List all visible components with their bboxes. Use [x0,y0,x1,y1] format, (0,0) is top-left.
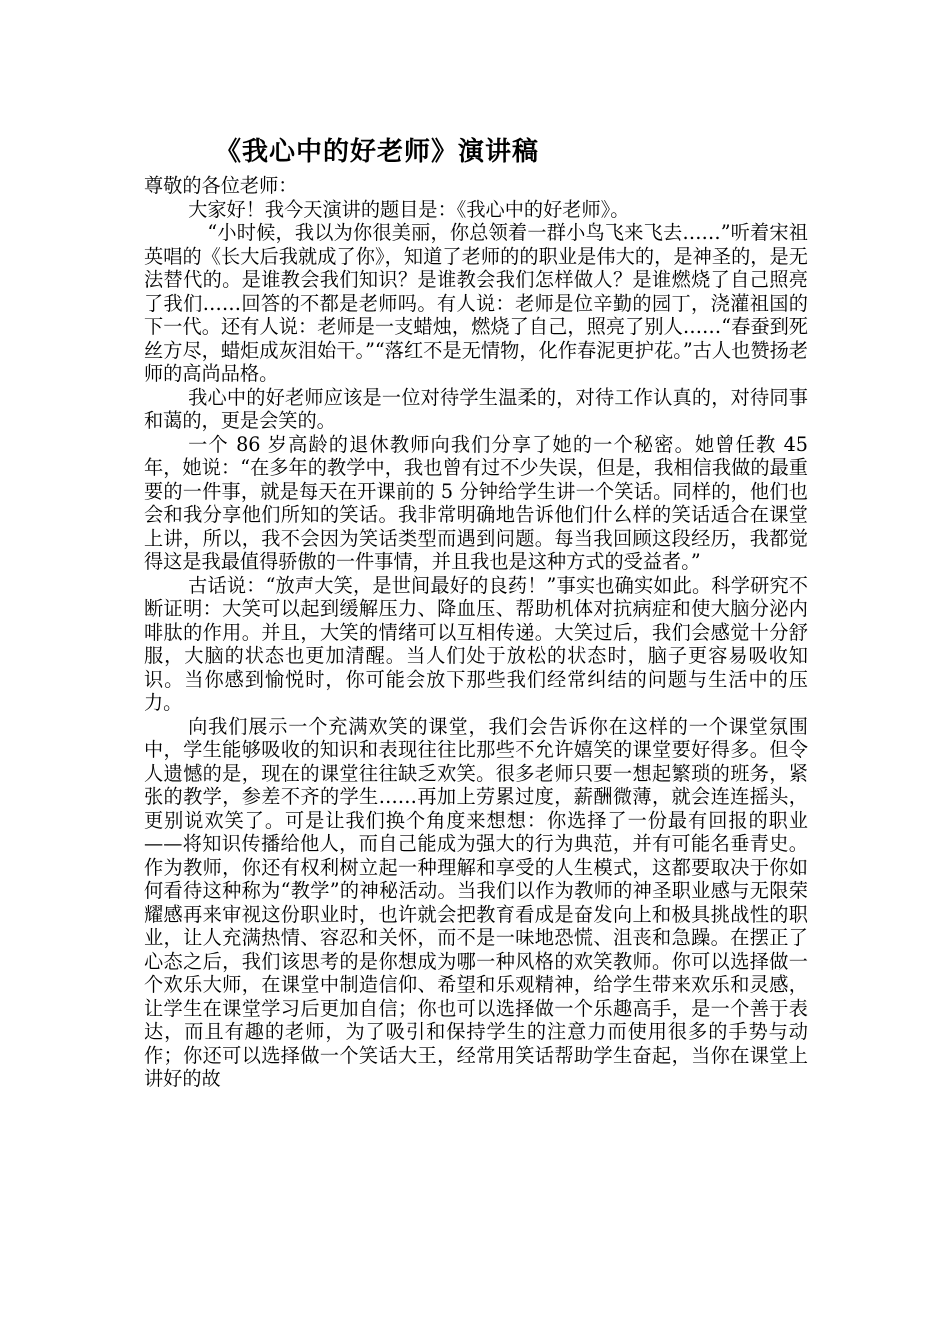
document-title: 《我心中的好老师》演讲稿 [215,137,540,167]
paragraph-retired-teacher: 一个 86 岁高龄的退休教师向我们分享了她的一个秘密。她曾任教 45 年，她说：“在多年的教学中，我也曾有过不少失误，但是，我相信我做的最重要的一件事，就是每天在开课前的 5 分钟给学生讲一个笑话。同样的，他们也会和我分享他们所知的笑话。我非常明确地告诉他们什么样的笑话适合在课堂上讲，所以，我不会因为笑话类型而遇到问题。每当我回顾这段经历，我都觉得这是我最值得骄傲的一件事情，并且我也是这种方式的受益者。” [144,432,808,573]
paragraph-laughter-medicine: 古话说：“放声大笑，是世间最好的良药！”事实也确实如此。科学研究不断证明：大笑可以起到缓解压力、降血压、帮助机体对抗病症和使大脑分泌内啡肽的作用。并且，大笑的情绪可以互相传递。大笑过后，我们会感觉十分舒服，大脑的状态也更加清醒。当人们处于放松的状态时，脑子更容易吸收知识。当你感到愉悦时，你可能会放下那些我们经常纠结的问题与生活中的压力。 [144,573,808,714]
paragraph-joyful-classroom: 向我们展示一个充满欢笑的课堂，我们会告诉你在这样的一个课堂氛围中，学生能够吸收的知识和表现往往比那些不允许嬉笑的课堂要好得多。但令人遗憾的是，现在的课堂往往缺乏欢笑。很多老师只要一想起繁琐的班务，紧张的教学，参差不齐的学生……再加上劳累过度，薪酬微薄，就会连连摇头，更别说欢笑了。可是让我们换个角度来想想：你选择了一份最有回报的职业——将知识传播给他人，而自己能成为强大的行为典范，并有可能名垂青史。作为教师，你还有权利树立起一种理解和享受的人生模式，这都要取决于你如何看待这种称为“教学”的神秘活动。当我们以作为教师的神圣职业感与无限荣耀感再来审视这份职业时，也许就会把教育看成是奋发向上和极具挑战性的职业，让人充满热情、容忍和关怀，而不是一味地恐慌、沮丧和急躁。在摆正了心态之后，我们该思考的是你想成为哪一种风格的欢笑教师。你可以选择做一个欢乐大师，在课堂中制造信仰、希望和乐观精神，给学生带来欢乐和灵感，让学生在课堂学习后更加自信；你也可以选择做一个乐趣高手，是一个善于表达，而且有趣的老师，为了吸引和保持学生的注意力而使用很多的手势与动作；你还可以选择做一个笑话大王，经常用笑话帮助学生奋起，当你在课堂上讲好的故 [144,714,808,1090]
paragraph-song-quote: “小时候，我以为你很美丽，你总领着一群小鸟飞来飞去……”听着宋祖英唱的《长大后我就成了你》，知道了老师的的职业是伟大的，是神圣的，是无法替代的。是谁教会我们知识？是谁教会我们怎样做人？是谁燃烧了自己照亮了我们……回答的不都是老师吗。有人说：老师是位辛勤的园丁，浇灌祖国的下一代。还有人说：老师是一支蜡烛，燃烧了自己，照亮了别人……“春蚕到死丝方尽，蜡炬成灰泪始干。”“落红不是无情物，化作春泥更护花。”古人也赞扬老师的高尚品格。 [144,221,808,385]
document-body [144,174,808,1091]
paragraph-greeting: 大家好！我今天演讲的题目是：《我心中的好老师》。 [188,197,630,221]
paragraph-good-teacher: 我心中的好老师应该是一位对待学生温柔的，对待工作认真的，对待同事和蔼的，更是会笑的。 [144,385,808,432]
salutation: 尊敬的各位老师： [144,174,298,197]
